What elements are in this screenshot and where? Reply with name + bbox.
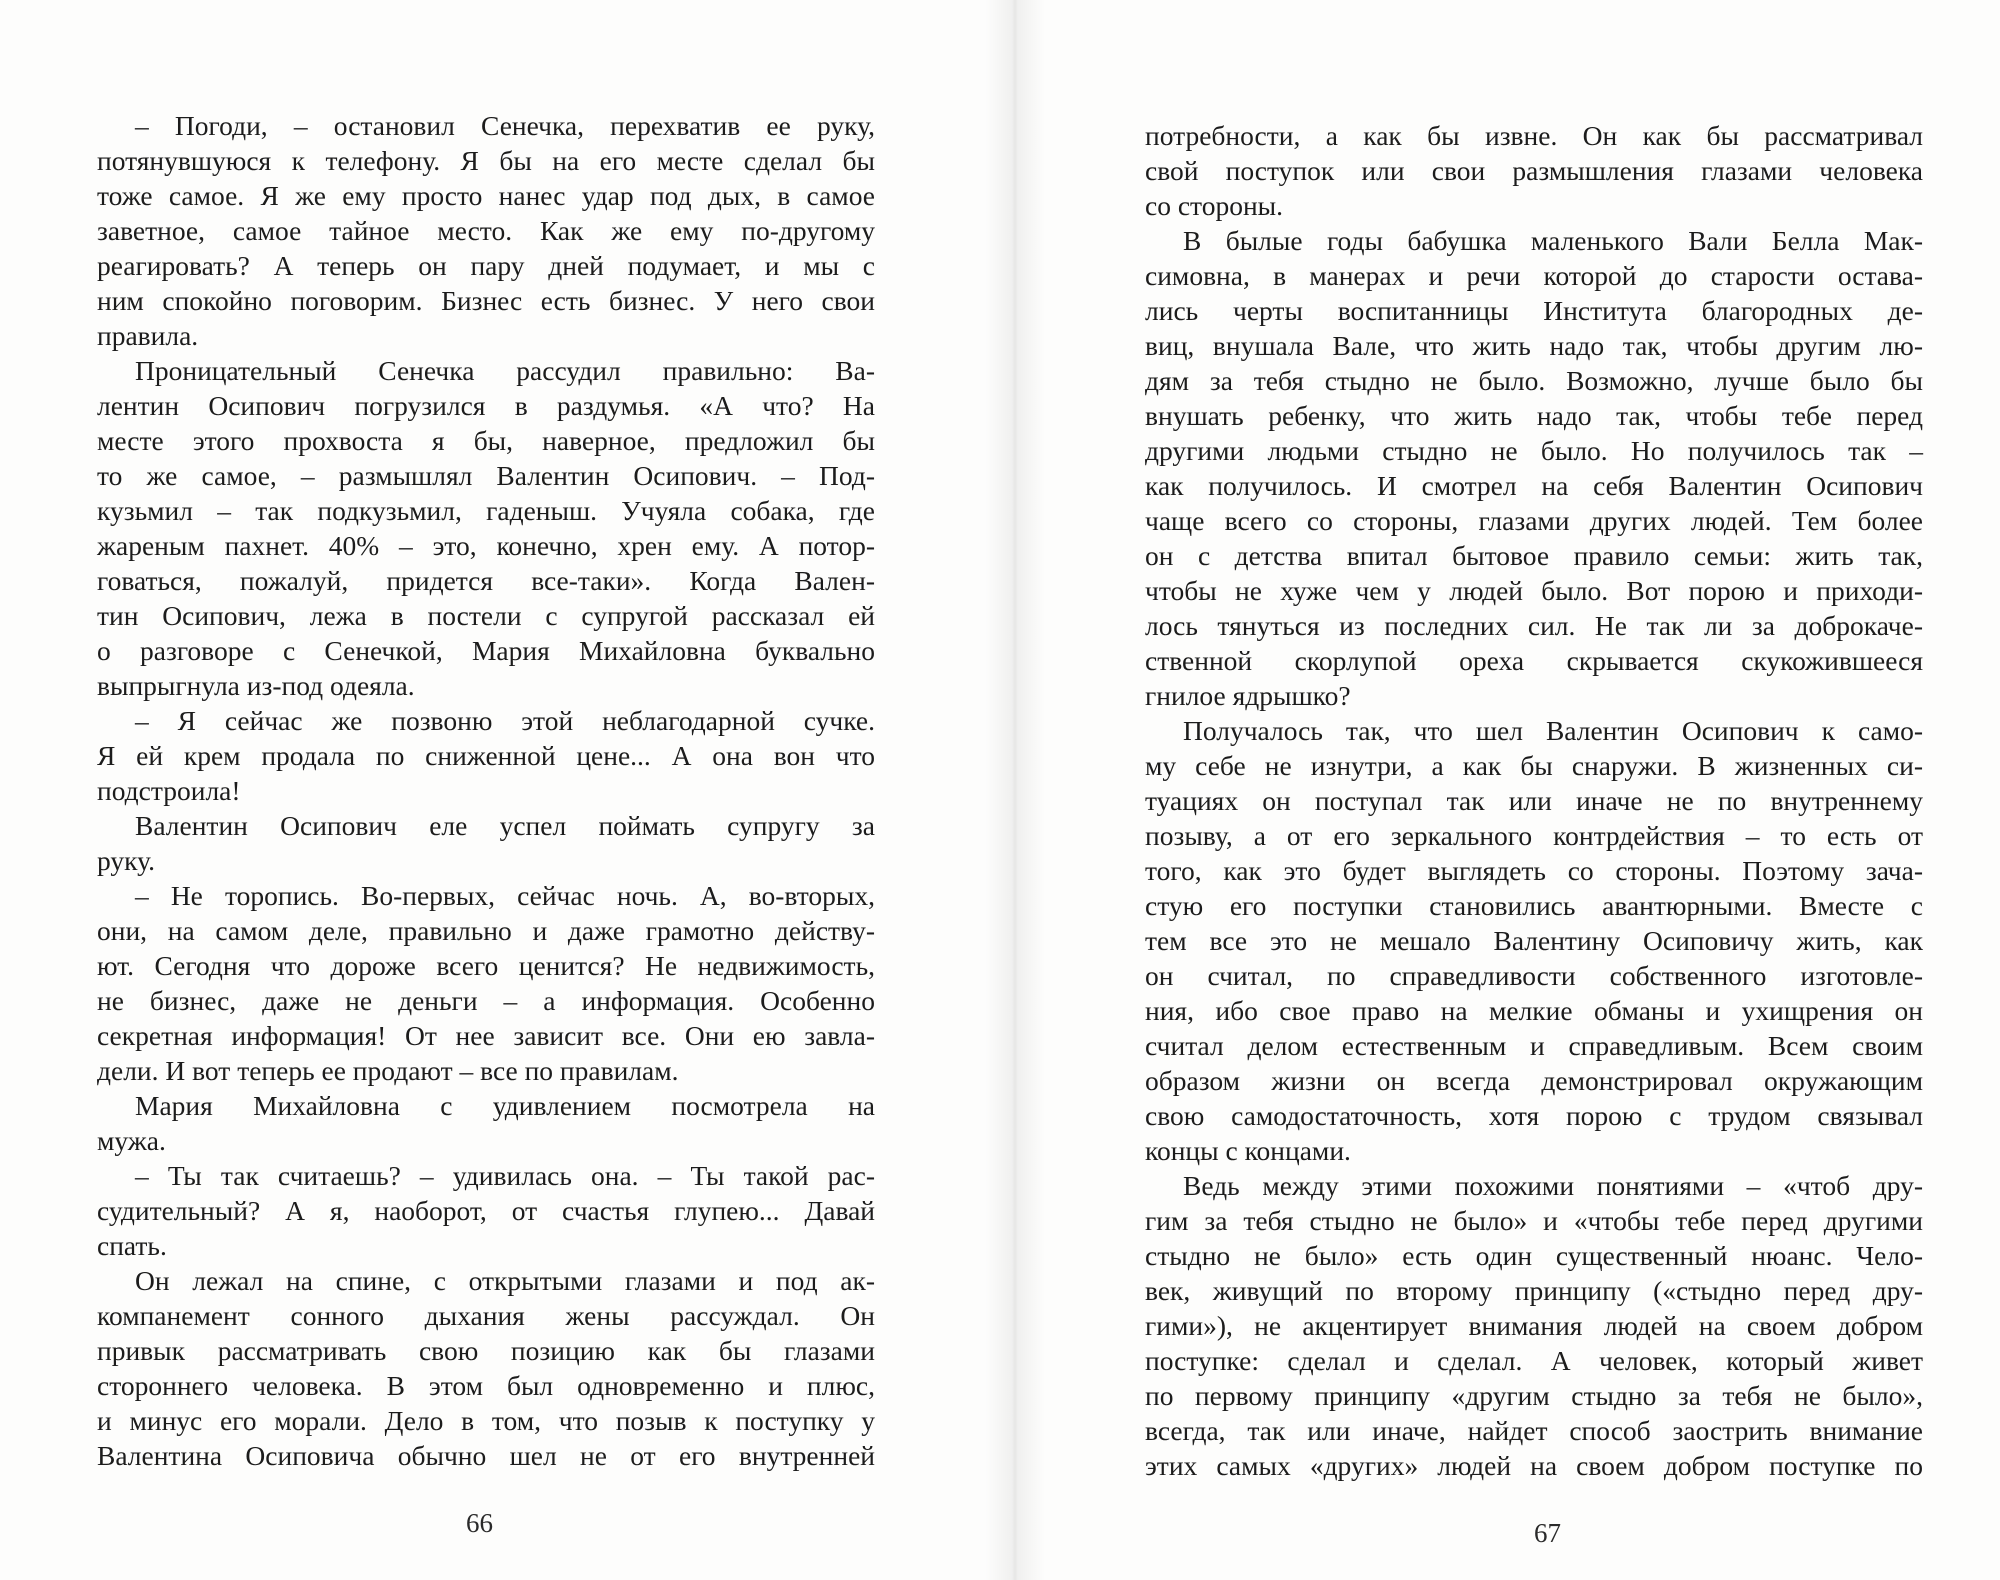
text-line: Получалось так, что шел Валентин Осипович к само- (1183, 715, 1923, 746)
text-line: концы с концами. (1145, 1135, 1351, 1166)
text-line: свою самодостаточность, хотя порою с трудом связывал (1145, 1100, 1923, 1131)
text-line: внушать ребенку, что жить надо так, чтобы тебе перед (1145, 400, 1923, 431)
text-line: и минус его морали. Дело в том, что позыв к поступку у (97, 1405, 875, 1436)
text-line: лось тянуться из последних сил. Не так ли за доброкаче- (1145, 610, 1923, 641)
text-line: позыву, а от его зеркального контрдействия – то есть от (1145, 820, 1923, 851)
text-line: реагировать? А теперь он пару дней подумает, и мы с (97, 250, 875, 281)
text-line: месте этого прохвоста я бы, наверное, предложил бы (97, 425, 875, 456)
text-line: Он лежал на спине, с открытыми глазами и под ак- (135, 1265, 875, 1296)
text-line: виц, внушала Вале, что жить надо так, чтобы другим лю- (1145, 330, 1923, 361)
text-line: Валентина Осиповича обычно шел не от его внутренней (97, 1440, 875, 1471)
text-line: по первому принципу «другим стыдно за тебя не было», (1145, 1380, 1923, 1411)
text-line: стороннего человека. В этом был одновременно и плюс, (97, 1370, 875, 1401)
text-line: – Я сейчас же позвоню этой неблагодарной сучке. (135, 705, 875, 736)
text-line: дям за тебя стыдно не было. Возможно, лучше было бы (1145, 365, 1923, 396)
text-line: му себе не изнутри, а как бы снаружи. В жизненных си- (1145, 750, 1923, 781)
text-line: ния, ибо свое право на мелкие обманы и ухищрения он (1145, 995, 1923, 1026)
text-line: чаще всего со стороны, глазами других людей. Тем более (1145, 505, 1923, 536)
text-line: потребности, а как бы извне. Он как бы рассматривал (1145, 120, 1923, 151)
text-line: говаться, пожалуй, придется все-таки». Когда Вален- (97, 565, 875, 596)
text-line: потянувшуюся к телефону. Я бы на его месте сделал бы (97, 145, 875, 176)
text-line: образом жизни он всегда демонстрировал окружающим (1145, 1065, 1923, 1096)
text-line: свой поступок или свои размышления глазами человека (1145, 155, 1923, 186)
text-line: ют. Сегодня что дороже всего ценится? Не недвижимость, (97, 950, 875, 981)
text-line: лись черты воспитанницы Института благородных де- (1145, 295, 1923, 326)
text-line: всегда, так или иначе, найдет способ заострить внимание (1145, 1415, 1923, 1446)
text-line: со стороны. (1145, 190, 1284, 221)
text-line: Валентин Осипович еле успел поймать супругу за (135, 810, 875, 841)
text-line: В былые годы бабушка маленького Вали Белла Мак- (1183, 225, 1923, 256)
text-line: гнилое ядрышко? (1145, 680, 1351, 711)
text-line: подстроила! (97, 775, 241, 806)
text-line: привык рассматривать свою позицию как бы глазами (97, 1335, 875, 1366)
text-line: туациях он поступал так или иначе не по внутреннему (1145, 785, 1923, 816)
text-line: руку. (97, 845, 155, 876)
text-line: кузьмил – так подкузьмил, гаденыш. Учуяла собака, где (97, 495, 875, 526)
text-line: – Не торопись. Во-первых, сейчас ночь. А, во-вторых, (135, 880, 875, 911)
text-line: – Ты так считаешь? – удивилась она. – Ты такой рас- (135, 1160, 875, 1191)
right-page-number: 67 (1534, 1518, 1561, 1548)
text-line: тин Осипович, лежа в постели с супругой рассказал ей (97, 600, 875, 631)
text-line: – Погоди, – остановил Сенечка, перехватив ее руку, (135, 110, 875, 141)
right-page-text (1145, 118, 1923, 1483)
text-line: о разговоре с Сенечкой, Мария Михайловна буквально (97, 635, 875, 666)
text-line: он с детства впитал бытовое правило семьи: жить так, (1145, 540, 1923, 571)
text-line: тем все это не мешало Валентину Осиповичу жить, как (1145, 925, 1923, 956)
text-line: Мария Михайловна с удивлением посмотрела на (135, 1090, 875, 1121)
text-line: симовна, в манерах и речи которой до старости остава- (1145, 260, 1923, 291)
left-page-number: 66 (466, 1508, 493, 1538)
text-line: другими людьми стыдно не было. Но получилось так – (1145, 435, 1923, 466)
text-line: как получилось. И смотрел на себя Валентин Осипович (1145, 470, 1923, 501)
text-line: стыдно не было» есть один существенный нюанс. Чело- (1145, 1240, 1923, 1271)
text-line: того, как это будет выглядеть со стороны. Поэтому зача- (1145, 855, 1923, 886)
left-page-text (97, 108, 875, 1473)
text-line: ним спокойно поговорим. Бизнес есть бизнес. У него свои (97, 285, 875, 316)
text-line: стую его поступки становились авантюрными. Вместе с (1145, 890, 1923, 921)
text-line: то же самое, – размышлял Валентин Осипович. – Под- (97, 460, 875, 491)
text-line: поступке: сделал и сделал. А человек, который живет (1145, 1345, 1923, 1376)
text-line: выпрыгнула из-под одеяла. (97, 670, 415, 701)
text-line: мужа. (97, 1125, 166, 1156)
text-line: гими»), не акцентирует внимания людей на своем добром (1145, 1310, 1923, 1341)
text-line: тоже самое. Я же ему просто нанес удар под дых, в самое (97, 180, 875, 211)
text-line: заветное, самое тайное место. Как же ему по-другому (97, 215, 875, 246)
right-page (1145, 118, 1923, 1518)
text-line: чтобы не хуже чем у людей было. Вот порою и приходи- (1145, 575, 1923, 606)
text-line: компанемент сонного дыхания жены рассуждал. Он (97, 1300, 875, 1331)
text-line: спать. (97, 1230, 167, 1261)
text-line: судительный? А я, наоборот, от счастья глупею... Давай (97, 1195, 875, 1226)
text-line: Проницательный Сенечка рассудил правильно: Ва- (135, 355, 875, 386)
text-line: правила. (97, 320, 199, 351)
text-line: Ведь между этими похожими понятиями – «чтоб дру- (1183, 1170, 1923, 1201)
text-line: дели. И вот теперь ее продают – все по правилам. (97, 1055, 679, 1086)
left-page (97, 108, 875, 1508)
text-line: считал делом естественным и справедливым. Всем своим (1145, 1030, 1923, 1061)
text-line: они, на самом деле, правильно и даже грамотно действу- (97, 915, 875, 946)
text-line: он считал, по справедливости собственного изготовле- (1145, 960, 1923, 991)
text-line: жареным пахнет. 40% – это, конечно, хрен ему. А потор- (97, 530, 875, 561)
book-gutter (985, 0, 1045, 1580)
text-line: гим за тебя стыдно не было» и «чтобы тебе перед другими (1145, 1205, 1923, 1236)
text-line: секретная информация! От нее зависит все. Они ею завла- (97, 1020, 875, 1051)
text-line: век, живущий по второму принципу («стыдно перед дру- (1145, 1275, 1923, 1306)
text-line: не бизнес, даже не деньги – а информация. Особенно (97, 985, 875, 1016)
text-line: лентин Осипович погрузился в раздумья. «А что? На (97, 390, 875, 421)
text-line: Я ей крем продала по сниженной цене... А она вон что (97, 740, 875, 771)
text-line: этих самых «других» людей на своем добром поступке по (1145, 1450, 1923, 1481)
text-line: ственной скорлупой ореха скрывается скукожившееся (1145, 645, 1923, 676)
